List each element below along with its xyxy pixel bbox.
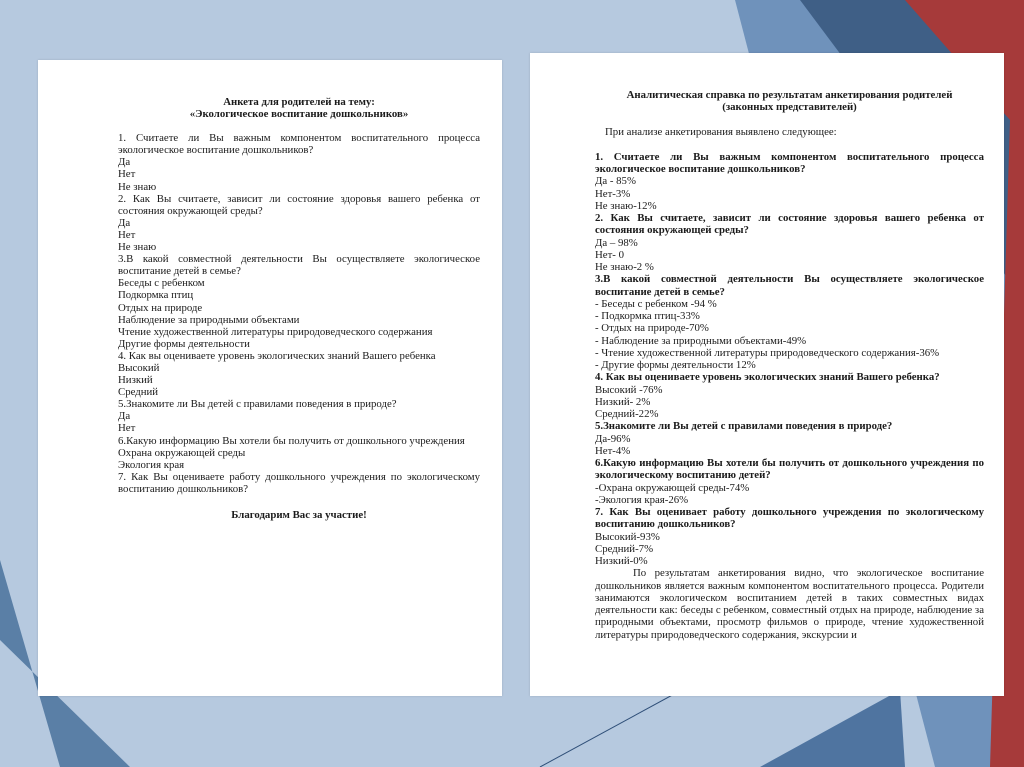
question-3: 3.В какой совместной деятельности Вы осуществляете экологическое воспитание детей в семье? bbox=[118, 253, 480, 278]
q3-result: - Беседы с ребенком -94 % bbox=[595, 297, 717, 310]
q4-result: Низкий- 2% bbox=[595, 395, 651, 408]
q6-option: Охрана окружающей среды bbox=[118, 446, 246, 459]
q4-option: Средний bbox=[118, 386, 159, 399]
report-question-4: 4. Как вы оцениваете уровень экологических знаний Вашего ребенка? bbox=[595, 371, 940, 384]
q3-option: Другие формы деятельности bbox=[118, 337, 250, 350]
question-7: 7. Как Вы оцениваете работу дошкольного учреждения по экологическому воспитанию дошкольников? bbox=[118, 470, 480, 495]
report-question-1: 1. Считаете ли Вы важным компонентом воспитательного процесса экологическое воспитание дошкольников? bbox=[595, 150, 984, 175]
q3-result: - Подкормка птиц-33% bbox=[595, 310, 700, 322]
questionnaire-page bbox=[38, 60, 502, 696]
q4-option: Низкий bbox=[118, 374, 153, 387]
question-5: 5.Знакомите ли Вы детей с правилами поведения в природе? bbox=[118, 398, 397, 411]
report-title-line2: (законных представителей) bbox=[722, 101, 857, 114]
q1-result: Не знаю-12% bbox=[595, 199, 657, 212]
question-6: 6.Какую информацию Вы хотели бы получить от дошкольного учреждения bbox=[118, 434, 465, 447]
q2-option: Да bbox=[118, 216, 131, 229]
question-1: 1. Считаете ли Вы важным компонентом воспитательного процесса экологическое воспитание дошкольников? bbox=[118, 132, 480, 157]
q7-result: Высокий-93% bbox=[595, 530, 660, 543]
q6-result: -Охрана окружающей среды-74% bbox=[595, 481, 750, 494]
q4-result: Средний-22% bbox=[595, 408, 659, 420]
report-question-2: 2. Как Вы считаете, зависит ли состояние здоровья вашего ребенка от состояния окружающей среды? bbox=[595, 212, 984, 237]
questionnaire-title-line1: Анкета для родителей на тему: bbox=[223, 96, 375, 108]
q4-result: Высокий -76% bbox=[595, 383, 663, 396]
q4-option: Высокий bbox=[118, 361, 160, 374]
q1-option: Нет bbox=[118, 168, 136, 181]
question-4: 4. Как вы оцениваете уровень экологических знаний Вашего ребенка bbox=[118, 349, 436, 362]
q5-result: Нет-4% bbox=[595, 444, 631, 457]
report-question-3: 3.В какой совместной деятельности Вы осуществляете экологическое воспитание детей в семье? bbox=[595, 273, 984, 298]
q3-result: - Чтение художественной литературы природоведческого содержания-36% bbox=[595, 346, 940, 359]
question-2: 2. Как Вы считаете, зависит ли состояние здоровья вашего ребенка от состояния окружающей среды? bbox=[118, 192, 480, 217]
questionnaire-title-line2: «Экологическое воспитание дошкольников» bbox=[189, 108, 409, 121]
report-title-line1: Аналитическая справка по результатам анкетирования родителей bbox=[626, 89, 953, 101]
q7-result: Средний-7% bbox=[595, 542, 654, 555]
report-question-7: 7. Как Вы оценивает работу дошкольного учреждения по экологическому воспитанию дошкольников? bbox=[595, 506, 984, 531]
q1-option: Не знаю bbox=[118, 180, 157, 193]
q3-result: - Другие формы деятельности 12% bbox=[595, 359, 756, 371]
report-question-6: 6.Какую информацию Вы хотели бы получить от дошкольного учреждения по экологическому воспитанию детей? bbox=[595, 457, 984, 482]
q5-option: Нет bbox=[118, 422, 136, 435]
q3-option: Наблюдение за природными объектами bbox=[118, 313, 300, 326]
q3-option: Отдых на природе bbox=[118, 301, 203, 314]
thanks-note: Благодарим Вас за участие! bbox=[231, 509, 367, 521]
q3-result: - Наблюдение за природными объектами-49% bbox=[595, 334, 807, 347]
q1-option: Да bbox=[118, 156, 131, 169]
q2-option: Не знаю bbox=[118, 241, 157, 254]
q2-result: Нет- 0 bbox=[595, 248, 625, 261]
q3-option: Подкормка птиц bbox=[118, 289, 194, 302]
q3-option: Беседы с ребенком bbox=[118, 277, 205, 290]
q3-result: - Отдых на природе-70% bbox=[595, 322, 709, 335]
q5-option: Да bbox=[118, 410, 131, 423]
report-conclusion: По результатам анкетирования видно, что экологическое воспитание дошкольников является важным компонентом воспитательного процесса. Родители занимаются экологическом воспитанием детей в таких совместных видах деятельности как: беседы с ребенком, совместный отдых на природе, наблюдение за природными объектами, просмотр фильмов о природе, чтение художественной литературы природоведческого содержания, экскурсии и bbox=[595, 567, 984, 641]
q3-option: Чтение художественной литературы природоведческого содержания bbox=[118, 325, 433, 338]
analytical-report-page bbox=[530, 53, 1004, 696]
q2-option: Нет bbox=[118, 228, 136, 241]
q2-result: Не знаю-2 % bbox=[595, 261, 654, 273]
q1-result: Нет-3% bbox=[595, 187, 631, 200]
q5-result: Да-96% bbox=[595, 432, 631, 445]
q6-option: Экология края bbox=[118, 458, 185, 471]
q2-result: Да – 98% bbox=[595, 236, 638, 249]
q1-result: Да - 85% bbox=[595, 175, 636, 188]
q7-result: Низкий-0% bbox=[595, 555, 648, 567]
report-intro: При анализе анкетирования выявлено следующее: bbox=[605, 125, 837, 138]
report-question-5: 5.Знакомите ли Вы детей с правилами поведения в природе? bbox=[595, 420, 893, 433]
q6-result: -Экология края-26% bbox=[595, 493, 689, 506]
